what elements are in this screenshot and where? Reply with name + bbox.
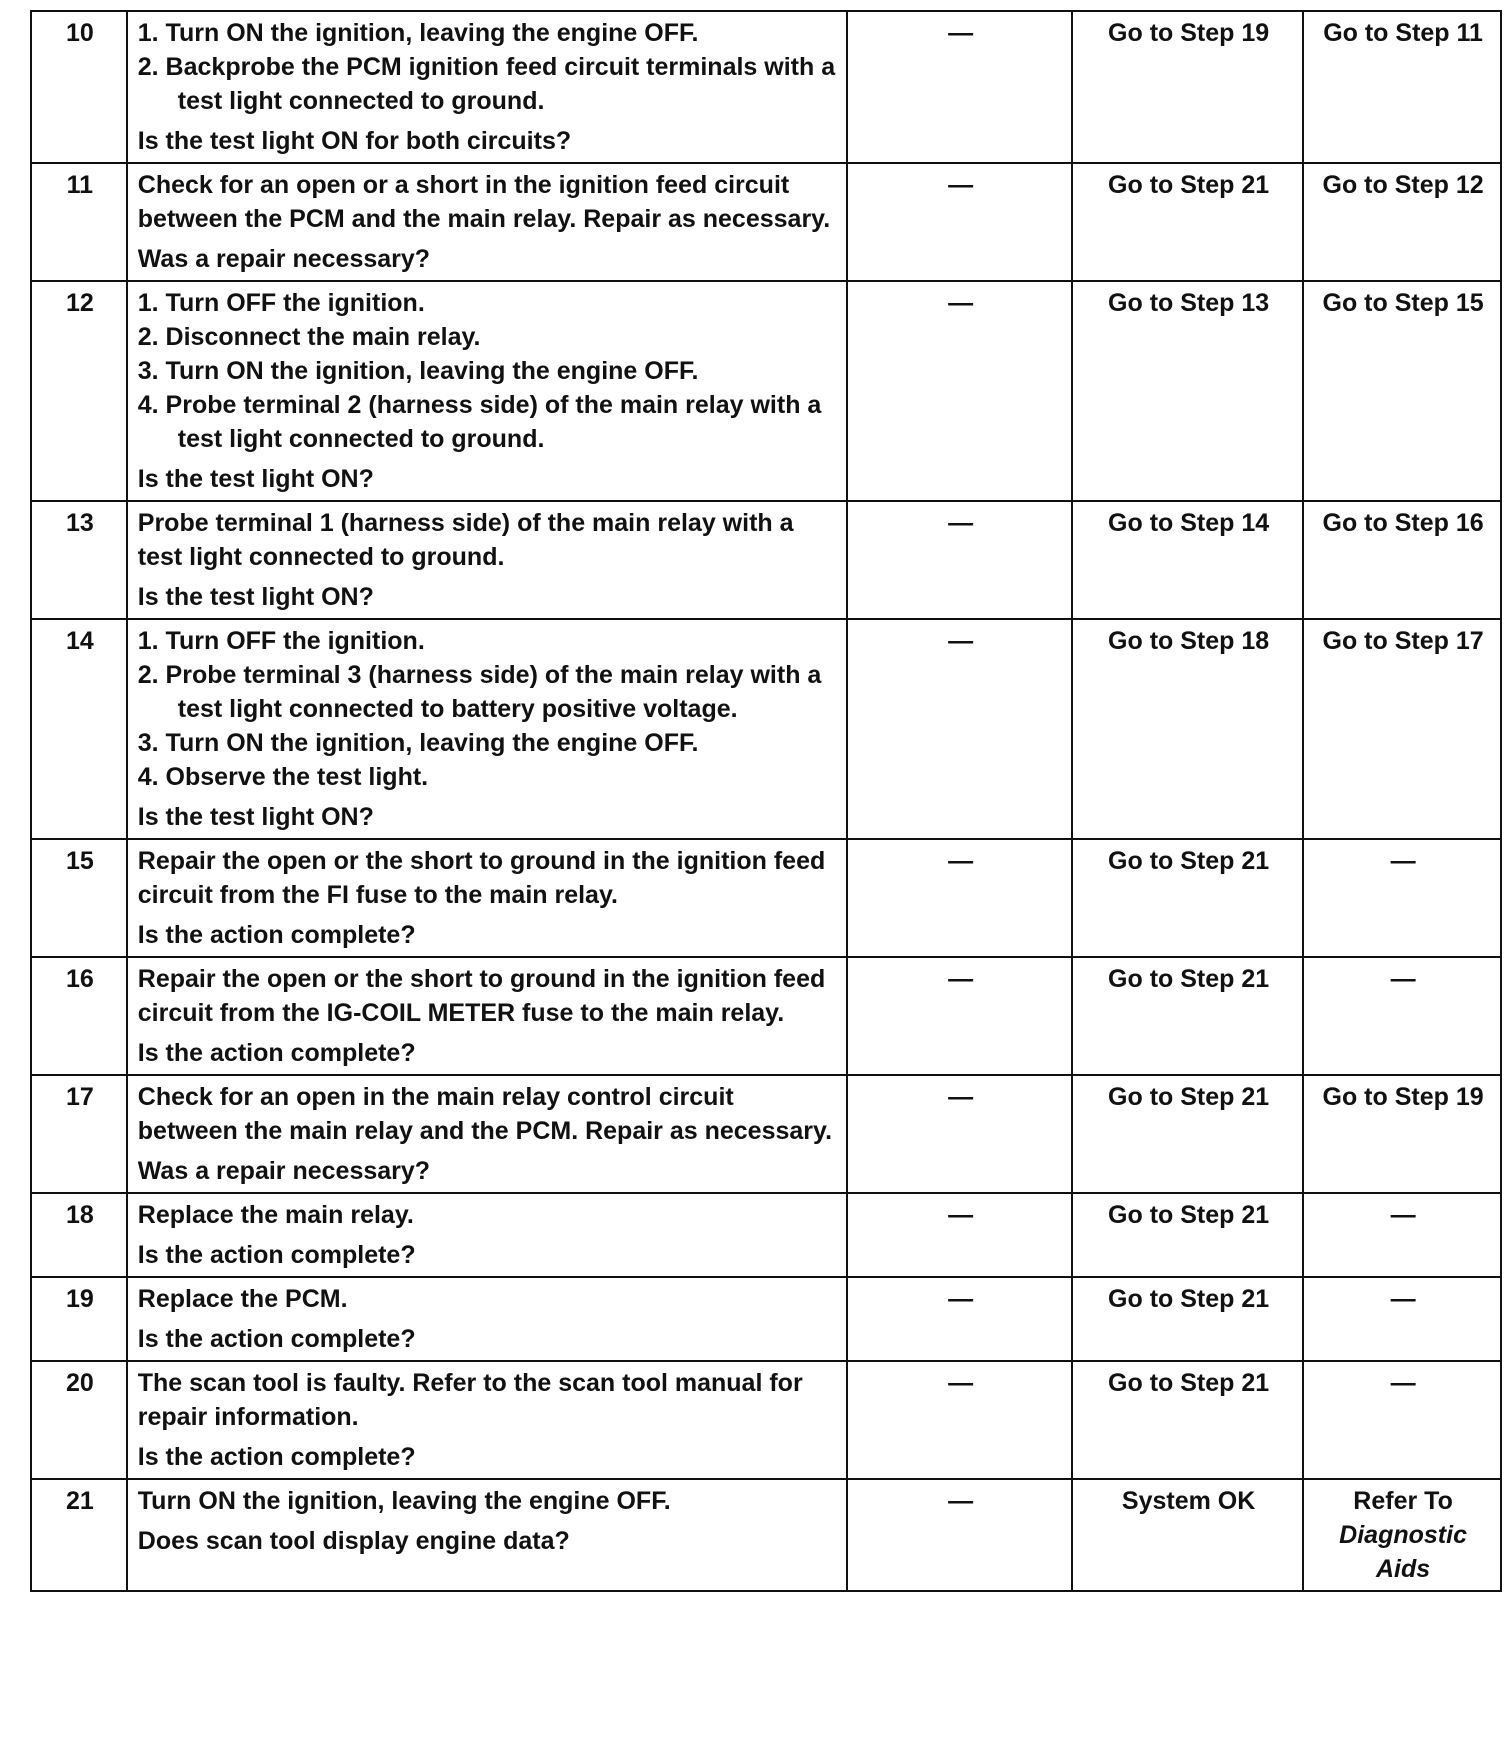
step-number: 17 bbox=[31, 1075, 127, 1193]
value-cell: — bbox=[847, 1193, 1072, 1277]
diagnostic-table bbox=[30, 10, 1502, 1592]
no-result bbox=[1303, 957, 1501, 1075]
action-line: 2. Backprobe the PCM ignition feed circuit terminals with a test light connected to ground. bbox=[137, 53, 836, 115]
action-line: Probe terminal 1 (harness side) of the main relay with a test light connected to ground. bbox=[137, 509, 794, 571]
step-action bbox=[127, 281, 847, 501]
yes-result: Go to Step 21 bbox=[1072, 1075, 1303, 1193]
no-result-text: — bbox=[1390, 965, 1416, 993]
step-action bbox=[127, 1193, 847, 1277]
no-result bbox=[1303, 501, 1501, 619]
action-line: 4. Observe the test light. bbox=[137, 763, 429, 791]
no-result bbox=[1303, 163, 1501, 281]
no-result bbox=[1303, 619, 1501, 839]
table-row bbox=[31, 1361, 1501, 1479]
action-line: Check for an open in the main relay control circuit between the main relay and the PCM. Repair as necessary. bbox=[137, 1083, 833, 1145]
value-cell: — bbox=[847, 839, 1072, 957]
step-question: Is the test light ON? bbox=[137, 803, 374, 831]
yes-result: Go to Step 21 bbox=[1072, 163, 1303, 281]
action-line: Replace the PCM. bbox=[137, 1285, 348, 1313]
step-number: 14 bbox=[31, 619, 127, 839]
no-result bbox=[1303, 1075, 1501, 1193]
diagnostic-table-body bbox=[31, 11, 1501, 1591]
action-line: 3. Turn ON the ignition, leaving the engine OFF. bbox=[137, 729, 699, 757]
no-result-text: — bbox=[1390, 1369, 1416, 1397]
action-line: 1. Turn OFF the ignition. bbox=[137, 289, 425, 317]
step-number: 13 bbox=[31, 501, 127, 619]
step-number: 16 bbox=[31, 957, 127, 1075]
step-question: Was a repair necessary? bbox=[137, 245, 431, 273]
no-result bbox=[1303, 1479, 1501, 1591]
table-row bbox=[31, 501, 1501, 619]
value-cell: — bbox=[847, 1075, 1072, 1193]
action-line: 2. Probe terminal 3 (harness side) of the main relay with a test light connected to battery positive voltage. bbox=[137, 661, 822, 723]
yes-result: Go to Step 21 bbox=[1072, 839, 1303, 957]
value-cell: — bbox=[847, 1479, 1072, 1591]
step-action bbox=[127, 163, 847, 281]
no-result-text: — bbox=[1390, 1285, 1416, 1313]
no-result bbox=[1303, 839, 1501, 957]
step-action bbox=[127, 957, 847, 1075]
value-cell: — bbox=[847, 163, 1072, 281]
no-result-text: — bbox=[1390, 847, 1416, 875]
action-line: Repair the open or the short to ground in the ignition feed circuit from the FI fuse to the main relay. bbox=[137, 847, 826, 909]
table-row bbox=[31, 1277, 1501, 1361]
yes-result: System OK bbox=[1072, 1479, 1303, 1591]
step-question: Is the test light ON for both circuits? bbox=[137, 127, 572, 155]
value-cell: — bbox=[847, 1277, 1072, 1361]
step-action bbox=[127, 1479, 847, 1591]
step-number: 18 bbox=[31, 1193, 127, 1277]
yes-result: Go to Step 13 bbox=[1072, 281, 1303, 501]
step-question: Is the action complete? bbox=[137, 1325, 416, 1353]
value-cell: — bbox=[847, 619, 1072, 839]
step-number: 20 bbox=[31, 1361, 127, 1479]
table-row bbox=[31, 1479, 1501, 1591]
no-result-text: Go to Step 19 bbox=[1322, 1083, 1484, 1111]
step-question: Is the action complete? bbox=[137, 921, 416, 949]
step-question: Is the test light ON? bbox=[137, 465, 374, 493]
no-result bbox=[1303, 1361, 1501, 1479]
step-number: 12 bbox=[31, 281, 127, 501]
step-number: 11 bbox=[31, 163, 127, 281]
no-result-text: Refer To bbox=[1353, 1487, 1453, 1515]
action-line: Turn ON the ignition, leaving the engine OFF. bbox=[137, 1487, 671, 1515]
action-line: 3. Turn ON the ignition, leaving the engine OFF. bbox=[137, 357, 699, 385]
table-row bbox=[31, 619, 1501, 839]
action-line: The scan tool is faulty. Refer to the scan tool manual for repair information. bbox=[137, 1369, 803, 1431]
step-question: Is the action complete? bbox=[137, 1039, 416, 1067]
no-result bbox=[1303, 1277, 1501, 1361]
yes-result: Go to Step 21 bbox=[1072, 1193, 1303, 1277]
yes-result: Go to Step 18 bbox=[1072, 619, 1303, 839]
table-row bbox=[31, 163, 1501, 281]
action-line: Check for an open or a short in the ignition feed circuit between the PCM and the main relay. Repair as necessary. bbox=[137, 171, 831, 233]
no-result bbox=[1303, 1193, 1501, 1277]
step-question: Is the action complete? bbox=[137, 1443, 416, 1471]
yes-result: Go to Step 19 bbox=[1072, 11, 1303, 163]
step-action bbox=[127, 1277, 847, 1361]
action-line: 1. Turn ON the ignition, leaving the engine OFF. bbox=[137, 19, 699, 47]
no-result-text: Go to Step 11 bbox=[1323, 19, 1483, 47]
action-line: Repair the open or the short to ground in the ignition feed circuit from the IG-COIL METER fuse to the main relay. bbox=[137, 965, 826, 1027]
table-row bbox=[31, 839, 1501, 957]
step-action bbox=[127, 1075, 847, 1193]
step-question: Was a repair necessary? bbox=[137, 1157, 431, 1185]
no-result-reference: Diagnostic Aids bbox=[1339, 1521, 1467, 1583]
no-result-text: Go to Step 16 bbox=[1322, 509, 1484, 537]
yes-result: Go to Step 21 bbox=[1072, 957, 1303, 1075]
table-row bbox=[31, 11, 1501, 163]
value-cell: — bbox=[847, 281, 1072, 501]
step-number: 15 bbox=[31, 839, 127, 957]
action-line: 2. Disconnect the main relay. bbox=[137, 323, 481, 351]
table-row bbox=[31, 281, 1501, 501]
table-row bbox=[31, 1075, 1501, 1193]
step-action bbox=[127, 1361, 847, 1479]
yes-result: Go to Step 21 bbox=[1072, 1277, 1303, 1361]
no-result bbox=[1303, 281, 1501, 501]
step-action bbox=[127, 501, 847, 619]
step-action bbox=[127, 839, 847, 957]
no-result-text: Go to Step 17 bbox=[1322, 627, 1484, 655]
no-result-text: — bbox=[1390, 1201, 1416, 1229]
table-row bbox=[31, 1193, 1501, 1277]
action-line: Replace the main relay. bbox=[137, 1201, 414, 1229]
no-result-text: Go to Step 12 bbox=[1322, 171, 1484, 199]
yes-result: Go to Step 21 bbox=[1072, 1361, 1303, 1479]
value-cell: — bbox=[847, 957, 1072, 1075]
action-line: 4. Probe terminal 2 (harness side) of the main relay with a test light connected to ground. bbox=[137, 391, 822, 453]
value-cell: — bbox=[847, 11, 1072, 163]
step-action bbox=[127, 11, 847, 163]
step-action bbox=[127, 619, 847, 839]
step-question: Is the action complete? bbox=[137, 1241, 416, 1269]
table-row bbox=[31, 957, 1501, 1075]
action-line: 1. Turn OFF the ignition. bbox=[137, 627, 425, 655]
no-result-text: Go to Step 15 bbox=[1322, 289, 1484, 317]
step-question: Is the test light ON? bbox=[137, 583, 374, 611]
step-number: 10 bbox=[31, 11, 127, 163]
yes-result: Go to Step 14 bbox=[1072, 501, 1303, 619]
value-cell: — bbox=[847, 501, 1072, 619]
step-question: Does scan tool display engine data? bbox=[137, 1527, 570, 1555]
value-cell: — bbox=[847, 1361, 1072, 1479]
no-result bbox=[1303, 11, 1501, 163]
step-number: 19 bbox=[31, 1277, 127, 1361]
step-number: 21 bbox=[31, 1479, 127, 1591]
